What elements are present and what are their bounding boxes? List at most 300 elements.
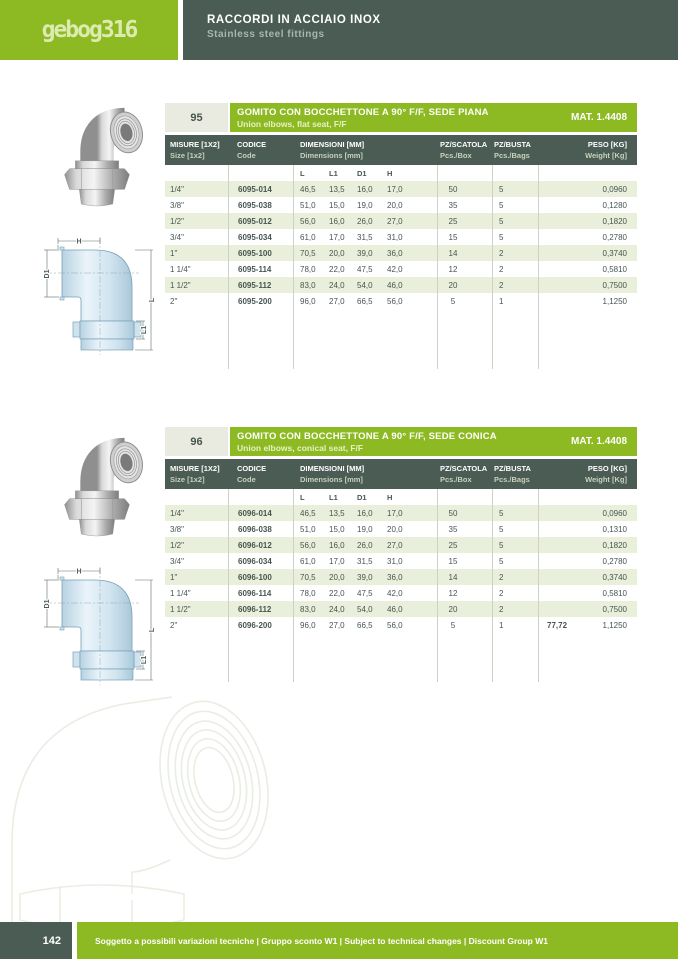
- table-row: [165, 601, 637, 617]
- dim-l-value: 61,0: [300, 232, 316, 242]
- empty-cell: [228, 633, 293, 682]
- empty-cell: [492, 309, 538, 369]
- weight-cell: 0,1820: [602, 540, 627, 550]
- col-dims-en: Dimensions [mm]: [300, 475, 363, 484]
- col-dims-en: Dimensions [mm]: [300, 151, 363, 160]
- pcs-box-value: 25: [448, 216, 458, 226]
- product-title-en: Union elbows, flat seat, F/F: [237, 118, 347, 129]
- dim-d1-value: 39,0: [357, 572, 373, 582]
- col-code-it: CODICE: [237, 464, 267, 473]
- empty-cell: [165, 309, 228, 369]
- dim-l-value: 96,0: [300, 620, 316, 630]
- banner-titles: [237, 107, 571, 129]
- dim-l-value: 56,0: [300, 216, 316, 226]
- code-cell: 6095-112: [228, 277, 293, 293]
- size-cell: 2": [170, 620, 178, 630]
- table-row: [165, 537, 637, 553]
- col-weight-it: PESO [KG]: [587, 140, 627, 149]
- dim-d1-value: 31,5: [357, 556, 373, 566]
- dim-l-value: 78,0: [300, 264, 316, 274]
- dims-cell: [293, 261, 437, 277]
- weight-cell: 0,2780: [602, 232, 627, 242]
- code-cell: 6095-014: [228, 181, 293, 197]
- col-weight-en: Weight [Kg]: [585, 475, 627, 484]
- weight-cell: 0,0960: [602, 508, 627, 518]
- dim-label-h: H: [76, 238, 82, 246]
- weight-cell: 0,1280: [602, 200, 627, 210]
- empty-cell: [293, 633, 437, 682]
- pcs-bags-cell: 5: [492, 553, 538, 569]
- table-row: [165, 213, 637, 229]
- code-cell: 6095-114: [228, 261, 293, 277]
- dims-cell: [293, 181, 437, 197]
- extra-value-cell: [538, 585, 578, 601]
- pcs-bags-cell: 5: [492, 213, 538, 229]
- col-size: [165, 459, 228, 485]
- page-title: RACCORDI IN ACCIAIO INOX: [207, 14, 381, 26]
- pcs-box-cell: [437, 537, 492, 553]
- product-table-96: [165, 427, 637, 682]
- dims-cell: [293, 569, 437, 585]
- article-number: 95: [165, 103, 228, 132]
- dim-h-value: 31,0: [387, 556, 403, 566]
- dims-labels: [293, 489, 437, 505]
- pcs-box-value: 20: [448, 604, 458, 614]
- extra-value-cell: [538, 505, 578, 521]
- extra-value-cell: [538, 537, 578, 553]
- col-weight: [538, 135, 637, 161]
- empty-cell: [228, 165, 293, 181]
- pcs-box-value: 35: [448, 200, 458, 210]
- empty-cell: [492, 633, 538, 682]
- dim-d1-value: 66,5: [357, 296, 373, 306]
- pcs-box-cell: [437, 181, 492, 197]
- dim-d1-value: 26,0: [357, 540, 373, 550]
- table-body: [165, 505, 637, 633]
- dim-col-h: H: [387, 492, 393, 502]
- pcs-bags-cell: 5: [492, 505, 538, 521]
- size-cell: 1 1/2": [170, 604, 191, 614]
- empty-cell: [165, 633, 228, 682]
- empty-cell: [578, 489, 637, 505]
- table-row: [165, 181, 637, 197]
- pcs-box-cell: [437, 569, 492, 585]
- dim-d1-value: 47,5: [357, 264, 373, 274]
- dim-label-l: L: [149, 297, 156, 303]
- banner-green: [230, 103, 637, 132]
- empty-cell: [578, 165, 637, 181]
- size-cell: 1/2": [170, 216, 184, 226]
- dim-l1-value: 13,5: [329, 184, 345, 194]
- product-table-95: [165, 103, 637, 369]
- dim-d1-value: 16,0: [357, 184, 373, 194]
- empty-cell: [492, 165, 538, 181]
- code-cell: 6095-038: [228, 197, 293, 213]
- dim-d1-value: 66,5: [357, 620, 373, 630]
- dim-l1-value: 24,0: [329, 280, 345, 290]
- pcs-box-cell: [437, 585, 492, 601]
- dim-l-value: 70,5: [300, 248, 316, 258]
- product-photo-union-elbow: [47, 429, 147, 537]
- dims-cell: [293, 601, 437, 617]
- pcs-bags-cell: 2: [492, 277, 538, 293]
- brand-logo-box: [0, 0, 178, 60]
- dim-h-value: 20,0: [387, 200, 403, 210]
- banner-titles: [237, 431, 571, 453]
- footer-note: Soggetto a possibili variazioni tecniche | Gruppo sconto W1 | Subject to technical changes | Discount Group W1: [77, 922, 678, 959]
- dim-h-value: 31,0: [387, 232, 403, 242]
- dim-l-value: 70,5: [300, 572, 316, 582]
- page-footer: [0, 922, 678, 959]
- dim-h-value: 42,0: [387, 588, 403, 598]
- empty-cell: [165, 165, 228, 181]
- extra-value-cell: [538, 213, 578, 229]
- weight-cell: 1,1250: [602, 620, 627, 630]
- dim-l-value: 51,0: [300, 200, 316, 210]
- code-cell: 6095-200: [228, 293, 293, 309]
- table-row: [165, 617, 637, 633]
- col-bags: [492, 459, 538, 485]
- col-bags: [492, 135, 538, 161]
- pcs-box-cell: [437, 213, 492, 229]
- table-row: [165, 569, 637, 585]
- table-row: [165, 245, 637, 261]
- dim-h-value: 42,0: [387, 264, 403, 274]
- dim-l-value: 83,0: [300, 280, 316, 290]
- col-box-en: Pcs./Box: [440, 151, 472, 160]
- code-cell: 6095-012: [228, 213, 293, 229]
- dim-label-d1: D1: [44, 599, 51, 609]
- empty-cell: [492, 489, 538, 505]
- col-box-it: PZ/SCATOLA: [440, 464, 488, 473]
- pcs-bags-cell: 2: [492, 601, 538, 617]
- col-size: [165, 135, 228, 161]
- table-banner: [165, 103, 637, 132]
- pcs-box-value: 50: [448, 184, 458, 194]
- dim-d1-value: 54,0: [357, 604, 373, 614]
- code-cell: 6096-112: [228, 601, 293, 617]
- pcs-box-value: 12: [448, 588, 458, 598]
- extra-value-cell: [538, 521, 578, 537]
- dim-h-value: 46,0: [387, 604, 403, 614]
- col-code: [228, 135, 293, 161]
- dim-l1-value: 15,0: [329, 200, 345, 210]
- dim-l1-value: 20,0: [329, 572, 345, 582]
- elbow-watermark-image: [4, 688, 272, 928]
- product-title-en: Union elbows, conical seat, F/F: [237, 442, 364, 453]
- dim-d1-value: 54,0: [357, 280, 373, 290]
- dim-h-value: 27,0: [387, 216, 403, 226]
- weight-cell: 0,2780: [602, 556, 627, 566]
- dims-subheader-row: [165, 489, 637, 505]
- dims-cell: [293, 521, 437, 537]
- size-cell: 1 1/2": [170, 280, 191, 290]
- dims-cell: [293, 617, 437, 633]
- dim-l1-value: 17,0: [329, 556, 345, 566]
- page-subtitle: Stainless steel fittings: [207, 29, 325, 40]
- col-code-en: Code: [237, 475, 256, 484]
- size-cell: 1": [170, 248, 178, 258]
- dims-cell: [293, 213, 437, 229]
- code-cell: 6095-034: [228, 229, 293, 245]
- dims-cell: [293, 537, 437, 553]
- col-box-it: PZ/SCATOLA: [440, 140, 488, 149]
- dim-l1-value: 27,0: [329, 296, 345, 306]
- pcs-bags-cell: 5: [492, 537, 538, 553]
- dim-col-l: L: [300, 492, 305, 502]
- col-box-en: Pcs./Box: [440, 475, 472, 484]
- dim-h-value: 36,0: [387, 248, 403, 258]
- dims-cell: [293, 553, 437, 569]
- extra-value-cell: [538, 553, 578, 569]
- col-dims: [293, 135, 437, 161]
- pcs-bags-cell: 2: [492, 569, 538, 585]
- dim-label-h: H: [76, 568, 82, 576]
- pcs-box-value: 25: [448, 540, 458, 550]
- col-weight-it: PESO [KG]: [587, 464, 627, 473]
- dim-h-value: 17,0: [387, 508, 403, 518]
- dims-labels: [293, 165, 437, 181]
- header-title-block: [183, 0, 678, 60]
- pcs-box-value: 14: [448, 248, 458, 258]
- dim-col-d1: D1: [357, 492, 367, 502]
- size-cell: 3/8": [170, 524, 184, 534]
- pcs-bags-cell: 5: [492, 181, 538, 197]
- col-code-en: Code: [237, 151, 256, 160]
- pcs-bags-cell: 2: [492, 585, 538, 601]
- empty-cell: [437, 633, 492, 682]
- code-cell: 6095-100: [228, 245, 293, 261]
- col-weight-en: Weight [Kg]: [585, 151, 627, 160]
- pcs-box-value: 5: [450, 620, 456, 630]
- empty-cell: [578, 633, 637, 682]
- dim-l1-value: 17,0: [329, 232, 345, 242]
- pcs-box-value: 20: [448, 280, 458, 290]
- dims-cell: [293, 585, 437, 601]
- pcs-bags-cell: 1: [492, 617, 538, 633]
- pcs-box-value: 35: [448, 524, 458, 534]
- dim-h-value: 56,0: [387, 620, 403, 630]
- dim-h-value: 46,0: [387, 280, 403, 290]
- weight-cell: 0,0960: [602, 184, 627, 194]
- weight-cell: 0,7500: [602, 280, 627, 290]
- code-cell: 6096-114: [228, 585, 293, 601]
- col-bags-en: Pcs./Bags: [494, 151, 530, 160]
- pcs-box-cell: [437, 617, 492, 633]
- table-row: [165, 505, 637, 521]
- extra-value-cell: [538, 245, 578, 261]
- extra-value-cell: [538, 277, 578, 293]
- size-cell: 2": [170, 296, 178, 306]
- col-size-en: Size [1x2]: [170, 151, 205, 160]
- dim-d1-value: 39,0: [357, 248, 373, 258]
- dim-label-l: L: [149, 627, 156, 633]
- weight-cell: 0,1820: [602, 216, 627, 226]
- dim-h-value: 36,0: [387, 572, 403, 582]
- column-header-row: [165, 135, 637, 165]
- dim-d1-value: 31,5: [357, 232, 373, 242]
- extra-value-cell: [538, 181, 578, 197]
- col-dims: [293, 459, 437, 485]
- dim-l-value: 46,5: [300, 184, 316, 194]
- dims-cell: [293, 293, 437, 309]
- code-cell: 6096-012: [228, 537, 293, 553]
- pcs-box-cell: [437, 277, 492, 293]
- dim-label-d1: D1: [44, 269, 51, 279]
- table-row: [165, 521, 637, 537]
- size-cell: 1/2": [170, 540, 184, 550]
- extra-value-cell: [538, 601, 578, 617]
- dim-h-value: 17,0: [387, 184, 403, 194]
- dims-cell: [293, 277, 437, 293]
- dim-l1-value: 22,0: [329, 264, 345, 274]
- pcs-box-value: 14: [448, 572, 458, 582]
- col-bags-it: PZ/BUSTA: [494, 464, 531, 473]
- empty-cell: [293, 309, 437, 369]
- dims-subheader-row: [165, 165, 637, 181]
- material-badge: MAT. 1.4408: [571, 112, 627, 123]
- col-code-it: CODICE: [237, 140, 267, 149]
- empty-cell: [538, 489, 578, 505]
- size-cell: 3/4": [170, 232, 184, 242]
- dim-l-value: 83,0: [300, 604, 316, 614]
- empty-cell: [538, 165, 578, 181]
- page-number: 142: [0, 922, 72, 959]
- weight-cell: 0,1310: [602, 524, 627, 534]
- empty-cell: [437, 489, 492, 505]
- dim-col-h: H: [387, 168, 393, 178]
- table-tail: [165, 633, 637, 682]
- dim-d1-value: 19,0: [357, 524, 373, 534]
- weight-cell: 0,3740: [602, 248, 627, 258]
- dim-col-d1: D1: [357, 168, 367, 178]
- empty-cell: [228, 309, 293, 369]
- code-cell: 6096-100: [228, 569, 293, 585]
- col-size-it: MISURE [1X2]: [170, 464, 220, 473]
- dim-l1-value: 13,5: [329, 508, 345, 518]
- pcs-bags-cell: 5: [492, 521, 538, 537]
- extra-value-cell: [538, 229, 578, 245]
- pcs-box-value: 5: [450, 296, 456, 306]
- dim-l1-value: 20,0: [329, 248, 345, 258]
- dims-cell: [293, 245, 437, 261]
- pcs-box-cell: [437, 521, 492, 537]
- pcs-box-cell: [437, 229, 492, 245]
- empty-cell: [437, 309, 492, 369]
- dim-l-value: 78,0: [300, 588, 316, 598]
- empty-cell: [538, 309, 578, 369]
- article-number: 96: [165, 427, 228, 456]
- dims-cell: [293, 229, 437, 245]
- weight-cell: 0,5810: [602, 588, 627, 598]
- dims-cell: [293, 197, 437, 213]
- col-dims-it: DIMENSIONI [MM]: [300, 140, 365, 149]
- table-row: [165, 293, 637, 309]
- empty-cell: [578, 309, 637, 369]
- col-box: [437, 135, 492, 161]
- col-bags-it: PZ/BUSTA: [494, 140, 531, 149]
- empty-cell: [228, 489, 293, 505]
- dim-l-value: 51,0: [300, 524, 316, 534]
- table-row: [165, 197, 637, 213]
- dim-col-l: L: [300, 168, 305, 178]
- table-body: [165, 181, 637, 309]
- size-cell: 3/4": [170, 556, 184, 566]
- extra-value-cell: [538, 197, 578, 213]
- col-dims-it: DIMENSIONI [MM]: [300, 464, 365, 473]
- size-cell: 1 1/4": [170, 588, 191, 598]
- table-tail: [165, 309, 637, 369]
- extra-value-cell: [538, 261, 578, 277]
- table-row: [165, 553, 637, 569]
- pcs-box-cell: [437, 505, 492, 521]
- col-weight: [538, 459, 637, 485]
- weight-cell: 1,1250: [602, 296, 627, 306]
- table-banner: [165, 427, 637, 456]
- dim-l1-value: 16,0: [329, 216, 345, 226]
- dims-cell: [293, 505, 437, 521]
- table-row: [165, 261, 637, 277]
- pcs-box-cell: [437, 601, 492, 617]
- dim-l-value: 56,0: [300, 540, 316, 550]
- dim-col-l1: L1: [329, 492, 338, 502]
- dim-d1-value: 26,0: [357, 216, 373, 226]
- brand-logo: gebog316: [41, 17, 137, 43]
- pcs-bags-cell: 5: [492, 229, 538, 245]
- empty-cell: [165, 489, 228, 505]
- pcs-box-value: 15: [448, 232, 458, 242]
- dim-h-value: 56,0: [387, 296, 403, 306]
- dim-l1-value: 15,0: [329, 524, 345, 534]
- col-bags-en: Pcs./Bags: [494, 475, 530, 484]
- product-title-it: GOMITO CON BOCCHETTONE A 90° F/F, SEDE PIANA: [237, 106, 489, 118]
- col-size-it: MISURE [1X2]: [170, 140, 220, 149]
- pcs-box-cell: [437, 293, 492, 309]
- size-cell: 1 1/4": [170, 264, 191, 274]
- code-cell: 6096-014: [228, 505, 293, 521]
- dim-h-value: 20,0: [387, 524, 403, 534]
- size-cell: 3/8": [170, 200, 184, 210]
- size-cell: 1": [170, 572, 178, 582]
- pcs-bags-cell: 5: [492, 197, 538, 213]
- extra-value-cell: [538, 569, 578, 585]
- dim-l-value: 61,0: [300, 556, 316, 566]
- pcs-box-value: 50: [448, 508, 458, 518]
- table-row: [165, 277, 637, 293]
- size-cell: 1/4": [170, 508, 184, 518]
- product-title-it: GOMITO CON BOCCHETTONE A 90° F/F, SEDE CONICA: [237, 430, 497, 442]
- extra-value-cell: 77,72: [538, 617, 578, 633]
- code-cell: 6096-038: [228, 521, 293, 537]
- dim-d1-value: 16,0: [357, 508, 373, 518]
- dim-l1-value: 24,0: [329, 604, 345, 614]
- product-photo-union-elbow: [47, 99, 147, 207]
- banner-green: [230, 427, 637, 456]
- col-size-en: Size [1x2]: [170, 475, 205, 484]
- pcs-box-cell: [437, 197, 492, 213]
- empty-cell: [437, 165, 492, 181]
- dim-col-l1: L1: [329, 168, 338, 178]
- dim-h-value: 27,0: [387, 540, 403, 550]
- dim-label-l1: L1: [141, 325, 148, 335]
- dim-d1-value: 47,5: [357, 588, 373, 598]
- dim-l-value: 96,0: [300, 296, 316, 306]
- dim-l1-value: 22,0: [329, 588, 345, 598]
- dim-d1-value: 19,0: [357, 200, 373, 210]
- dim-l1-value: 27,0: [329, 620, 345, 630]
- col-code: [228, 459, 293, 485]
- table-row: [165, 585, 637, 601]
